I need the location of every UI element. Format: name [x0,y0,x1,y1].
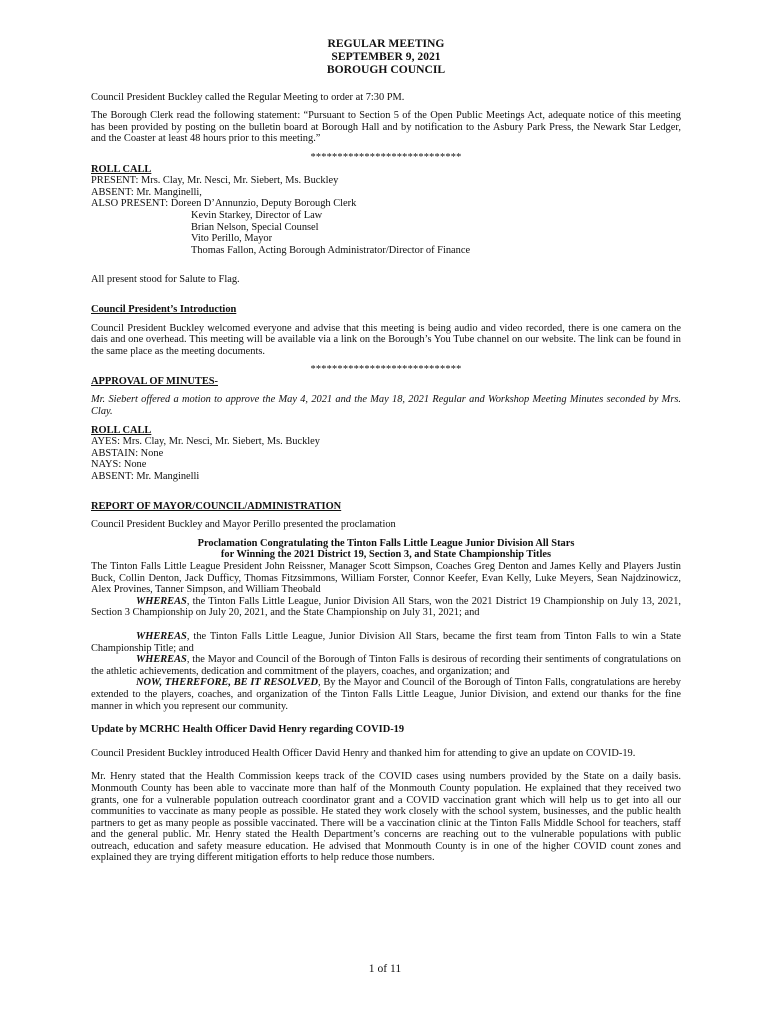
also-present-item: Thomas Fallon, Acting Borough Administrator/Director of Finance [191,244,471,256]
update-heading: Update by MCRHC Health Officer David Henry regarding COVID-19 [91,724,405,736]
roll-call-section [91,164,681,257]
proclamation-players: The Tinton Falls Little League President John Reissner, Manager Scott Simpson, Coaches Greg Denton and James Kelly and Players Justin Buck, Collin Denton, Jack Dufficy, Thomas Fitzsimmons, William Forster, Connor Keefer, Evan Kelly, Luke Meyers, Sean Najdzinowicz, Alex Provines, Tanner Simpson, and William Theobald [91,561,681,596]
vote-ayes: AYES: Mrs. Clay, Mr. Nesci, Mr. Siebert, Ms. Buckley [91,436,320,448]
minutes-roll-heading: ROLL CALL [91,424,152,436]
report-text: Council President Buckley and Mayor Perillo presented the proclamation [91,519,396,531]
whereas-paragraph-3 [91,654,681,677]
president-intro-heading: Council President’s Introduction [91,303,237,315]
whereas-keyword: WHEREAS [136,654,187,666]
whereas-paragraph-1 [91,596,681,619]
resolved-paragraph [91,677,681,712]
minutes-heading: APPROVAL OF MINUTES- [91,375,219,387]
whereas-keyword: WHEREAS [136,630,187,642]
roll-also-present: ALSO PRESENT: Doreen D’Annunzio, Deputy Borough Clerk [91,198,357,210]
title-line-3: BOROUGH COUNCIL [326,63,446,77]
proclamation-title [91,538,681,561]
page-number: 1 of 11 [368,962,402,975]
whereas-keyword: WHEREAS [136,595,187,607]
update-text: Mr. Henry stated that the Health Commission keeps track of the COVID cases using numbers provided by the State on a daily basis. Monmouth County has been able to vaccinate more than half of the Monmouth County population. He explained that they received two grants, one for a vulnerable population outreach coordinator grant and a COVID vaccination grant which will help us to get into all our communities to vaccinate as many people as possible. He stated they work closely with the school system, businesses, and the public health partners to get as many people as possible vaccinated. There will be a vaccination clinic at the Tinton Falls Middle School for teachers, staff and the general public. Mr. Henry stated the Health Department’s concerns are reaching out to the vulnerable populations with public outreach, education and safety measure education. He advised that Monmouth County is in one of the higher COVID count zones and explained they are trying different mitigation efforts to help reduce those numbers. [91,771,681,864]
proclamation-title-line-1: Proclamation Congratulating the Tinton Falls Little League Junior Division All Stars [197,537,575,549]
document-page [91,37,681,864]
also-present-item: Brian Nelson, Special Counsel [191,221,319,233]
resolved-text: , By the Mayor and Council of the Borough of Tinton Falls, congratulations are hereby extended to the players, coaches, and organization of the Tinton Falls Little League, Junior Division, and extend our thanks for the fine manner in which you represent our community. [91,677,681,712]
title-line-2: SEPTEMBER 9, 2021 [331,50,441,64]
roll-call-heading: ROLL CALL [91,163,152,175]
separator: **************************** [310,151,462,163]
vote-abstain: ABSTAIN: None [91,447,164,459]
whereas-text-2: , the Tinton Falls Little League, Junior Division All Stars, became the first team from Tinton Falls to win a State Championship Title; and [91,630,681,654]
opma-statement: The Borough Clerk read the following statement: “Pursuant to Section 5 of the Open Public Meetings Act, adequate notice of this meeting has been provided by posting on the bulletin board at Borough Hall and by notification to the Asbury Park Press, the Newark Star Ledger, and the Coaster at least 48 hours prior to this meeting.” [91,110,681,145]
vote-nays: NAYS: None [91,459,147,471]
whereas-text-1: , the Tinton Falls Little League, Junior Division All Stars, won the 2021 District 19 Championship on July 13, 2021, Section 3 Championship on July 20, 2021, and the State Championship on July 31, 2021; and [91,595,681,619]
roll-present: PRESENT: Mrs. Clay, Mr. Nesci, Mr. Siebert, Ms. Buckley [91,175,339,187]
roll-absent: ABSENT: Mr. Manginelli, [91,186,202,198]
separator: **************************** [310,364,462,376]
salute-to-flag: All present stood for Salute to Flag. [91,274,240,286]
title-line-1: REGULAR MEETING [327,37,445,50]
also-present-item: Vito Perillo, Mayor [191,233,273,245]
update-intro: Council President Buckley introduced Health Officer David Henry and thanked him for attending to give an update on COVID-19. [91,747,636,759]
vote-absent: ABSENT: Mr. Manginelli [91,471,200,483]
resolved-keyword: NOW, THEREFORE, BE IT RESOLVED [136,677,318,689]
president-intro-text: Council President Buckley welcomed everyone and advise that this meeting is being audio and video recorded, there is one camera on the dais and one overhead. This meeting will be available via a link on the Borough’s You Tube channel on our website. The link can be found in the same place as the meeting documents. [91,322,681,357]
report-heading: REPORT OF MAYOR/COUNCIL/ADMINISTRATION [91,500,342,512]
whereas-paragraph-2 [91,631,681,654]
proclamation-title-line-2: for Winning the 2021 District 19, Section 3, and State Championship Titles [220,549,552,561]
meeting-title [91,37,681,77]
minutes-motion: Mr. Siebert offered a motion to approve the May 4, 2021 and the May 18, 2021 Regular and Workshop Meeting Minutes seconded by Mrs. Clay. [91,394,681,418]
whereas-text-3: , the Mayor and Council of the Borough of Tinton Falls is desirous of recording their sentiments of congratulations on the athletic achievements, dedication and commitment of the players, coaches, and organization; and [91,654,681,677]
also-present-item: Kevin Starkey, Director of Law [191,209,323,221]
call-to-order: Council President Buckley called the Regular Meeting to order at 7:30 PM. [91,91,405,103]
